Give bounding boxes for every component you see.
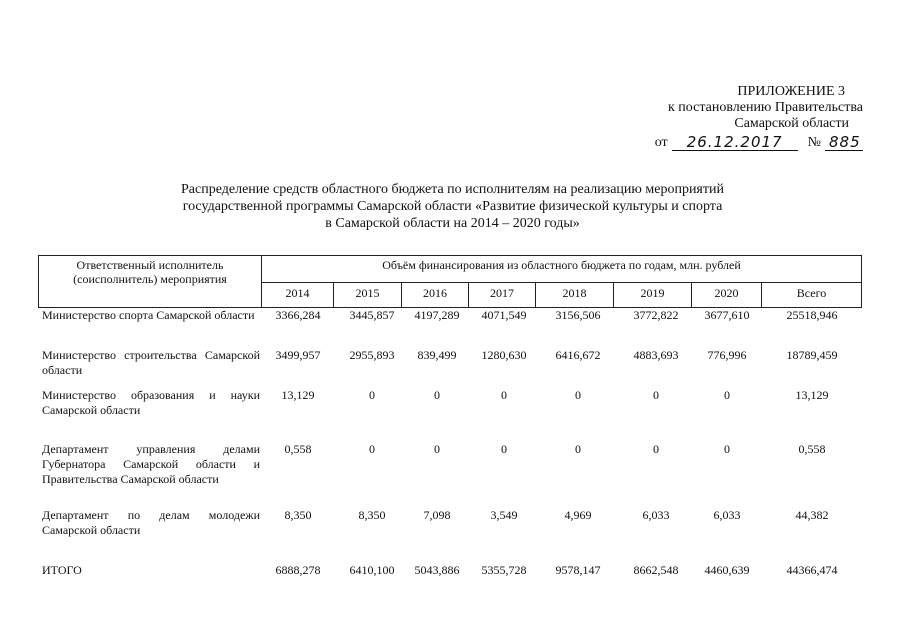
row-value-cell: 3366,284 [275, 308, 321, 322]
header-year: 2018 [536, 283, 614, 308]
row-value-cell: 3445,857 [349, 308, 395, 322]
annex-line-3: Самарской области [734, 116, 849, 131]
row-value-cell: 0 [434, 442, 440, 456]
row-label: Министерство спорта Самарской области [42, 308, 255, 322]
row-total-cell: 44366,474 [786, 563, 838, 577]
row-value-cell: 13,129 [281, 388, 315, 402]
row-value-cell: 6888,278 [275, 563, 321, 577]
annex-date-line [655, 134, 863, 151]
row-value-cell: 4071,549 [481, 308, 527, 322]
title-line-1: Распределение средств областного бюджета по исполнителям на реализацию мероприятий [181, 182, 724, 197]
row-value-cell: 2955,893 [349, 348, 395, 362]
row-value-cell: 0 [724, 388, 730, 402]
row-value-cell: 0 [369, 442, 375, 456]
row-label: Департамент по делам молодежи Самарской области [42, 508, 260, 537]
row-value-cell: 6416,672 [555, 348, 601, 362]
row-value-cell: 8,350 [284, 508, 312, 522]
header-executor: Ответственный исполнитель (соисполнитель) мероприятия [39, 256, 262, 308]
row-value-cell: 6410,100 [349, 563, 395, 577]
number-label: № [807, 135, 821, 150]
annex-block [655, 84, 863, 151]
header-year: 2016 [402, 283, 469, 308]
header-year: 2015 [334, 283, 402, 308]
row-value-cell: 9578,147 [555, 563, 601, 577]
row-value-cell: 4883,693 [633, 348, 679, 362]
row-value-cell: 0 [501, 388, 507, 402]
row-label: Департамент управления делами Губернатора Самарской области и Правительства Самарской области [42, 442, 260, 486]
annex-line-2: к постановлению Правительства [667, 100, 863, 115]
row-value-cell: 6,033 [642, 508, 670, 522]
row-value-cell: 3499,957 [275, 348, 321, 362]
row-value-cell: 4197,289 [414, 308, 460, 322]
row-label: Министерство образования и науки Самарской области [42, 388, 260, 417]
document-title [0, 181, 905, 232]
row-value-cell: 5043,886 [414, 563, 460, 577]
row-value-cell: 0 [434, 388, 440, 402]
row-value-cell: 776,996 [707, 348, 747, 362]
row-value-cell: 4,969 [564, 508, 592, 522]
row-value-cell: 8662,548 [633, 563, 679, 577]
row-label: ИТОГО [42, 563, 82, 577]
from-label: от [654, 135, 668, 150]
row-value-cell: 0 [369, 388, 375, 402]
header-funding: Объём финансирования из областного бюджета по годам, млн. рублей [262, 256, 862, 283]
row-value-cell: 4460,639 [704, 563, 750, 577]
row-value-cell: 0 [575, 442, 581, 456]
row-value-cell: 0 [724, 442, 730, 456]
row-value-cell: 3156,506 [555, 308, 601, 322]
row-value-cell: 1280,630 [481, 348, 527, 362]
title-line-2: государственной программы Самарской области «Развитие физической культуры и спорта [182, 199, 723, 214]
header-year: 2020 [692, 283, 762, 308]
annex-title: ПРИЛОЖЕНИЕ 3 [737, 84, 845, 99]
handwritten-number: 885 [825, 134, 863, 151]
row-total-cell: 44,382 [795, 508, 829, 522]
row-value-cell: 3,549 [490, 508, 518, 522]
row-value-cell: 3772,822 [633, 308, 679, 322]
row-value-cell: 8,350 [358, 508, 386, 522]
row-total-cell: 18789,459 [786, 348, 838, 362]
header-year: 2019 [614, 283, 692, 308]
header-year: 2014 [262, 283, 334, 308]
title-line-3: в Самарской области на 2014 – 2020 годы» [325, 216, 580, 231]
row-value-cell: 0 [653, 388, 659, 402]
row-value-cell: 6,033 [713, 508, 741, 522]
row-value-cell: 7,098 [423, 508, 451, 522]
row-value-cell: 0,558 [284, 442, 312, 456]
header-year: 2017 [469, 283, 536, 308]
row-value-cell: 3677,610 [704, 308, 750, 322]
row-value-cell: 5355,728 [481, 563, 527, 577]
row-total-cell: 0,558 [798, 442, 826, 456]
handwritten-date: 26.12.2017 [672, 134, 798, 151]
header-total: Всего [762, 283, 862, 308]
table-header [38, 255, 862, 308]
row-total-cell: 13,129 [795, 388, 829, 402]
row-total-cell: 25518,946 [786, 308, 838, 322]
row-value-cell: 0 [501, 442, 507, 456]
row-label: Министерство строительства Самарской области [42, 348, 260, 377]
row-value-cell: 839,499 [417, 348, 457, 362]
row-value-cell: 0 [653, 442, 659, 456]
row-value-cell: 0 [575, 388, 581, 402]
